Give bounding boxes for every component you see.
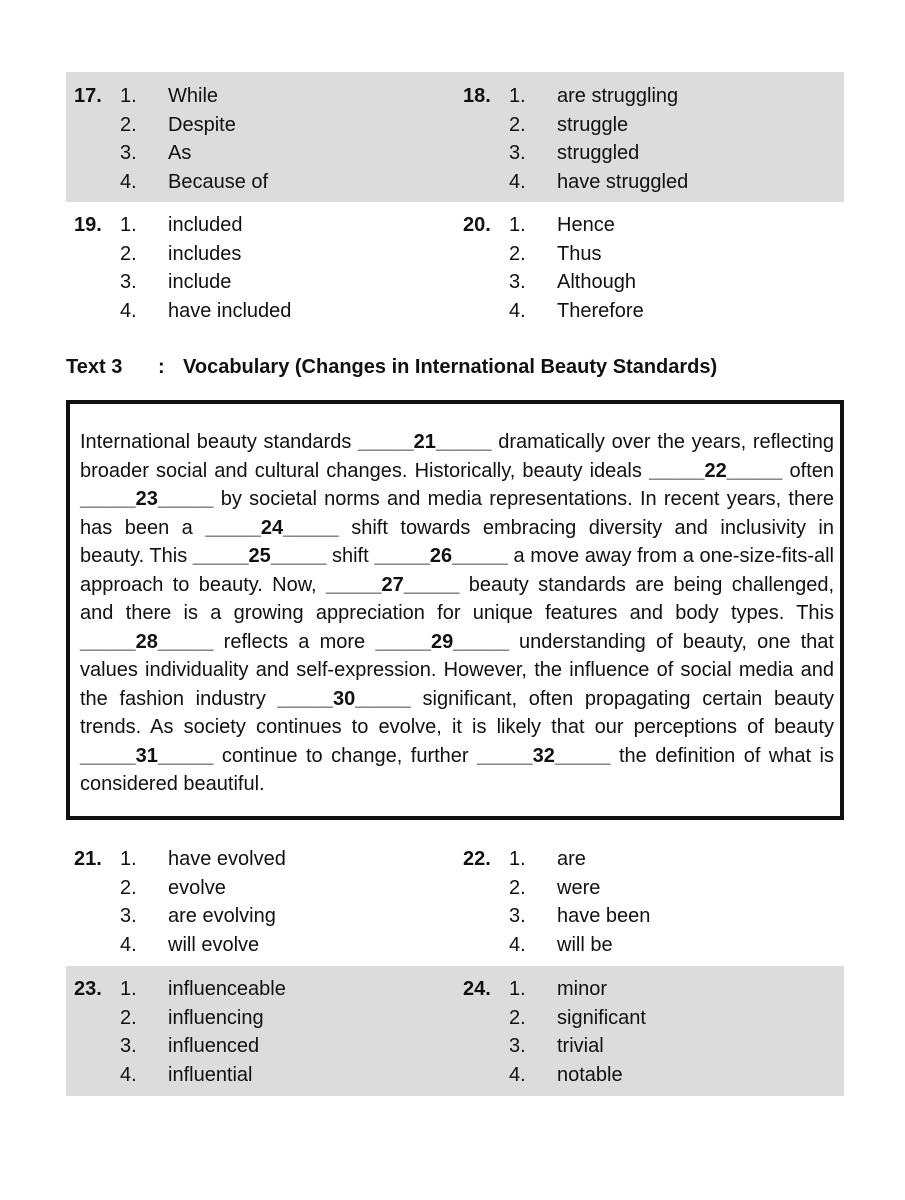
passage-blank: _____29_____ [375, 630, 509, 653]
passage-blank: _____23_____ [80, 488, 214, 510]
answer-option[interactable]: 1. minor [509, 978, 608, 1000]
answer-option[interactable]: 1. are struggling [509, 85, 679, 107]
question-24 [455, 966, 844, 1096]
question-18 [455, 72, 844, 202]
answer-option[interactable]: 2. struggle [509, 113, 629, 136]
passage-blank: _____24_____ [205, 516, 339, 539]
passage-segment: by societal norms and media representations. In recent years, there has been a [80, 488, 834, 539]
question-21 [66, 836, 455, 966]
answer-option[interactable]: 1. are [509, 848, 586, 870]
answer-option[interactable]: 4. notable [509, 1063, 623, 1086]
passage-blank: _____27_____ [325, 573, 460, 596]
answer-option[interactable]: 3. struggled [509, 142, 640, 165]
answer-option[interactable]: 3. trivial [509, 1035, 604, 1058]
question-number: 22. [463, 848, 491, 870]
passage-blank: _____28_____ [80, 630, 214, 653]
answer-option[interactable]: 3. have been [509, 905, 651, 928]
answer-option[interactable]: 2. evolve [120, 876, 226, 899]
answer-option[interactable]: 2. influencing [120, 1006, 264, 1029]
question-19 [66, 202, 455, 332]
question-number: 21. [74, 848, 102, 870]
section-label: Text 3 [66, 356, 123, 378]
passage-segment: often [782, 459, 835, 482]
answer-option[interactable]: 1. have evolved [120, 848, 286, 870]
section-colon: : [158, 356, 165, 378]
passage-segment: continue to change, further [213, 744, 478, 767]
passage-segment: reflects a more [213, 630, 376, 653]
answer-option[interactable]: 3. are evolving [120, 905, 276, 928]
question-row-17-18 [66, 72, 844, 202]
passage-segment: beauty standards are being challenged, and there is a growing appreciation for unique features and body types. This [80, 573, 835, 624]
answer-option[interactable]: 2. Despite [120, 113, 236, 136]
question-number: 19. [74, 214, 102, 236]
answer-option[interactable]: 4. will evolve [120, 933, 260, 956]
passage-blank: _____30_____ [277, 687, 411, 710]
question-row-21-22 [66, 836, 844, 966]
passage-segment: dramatically over the years, reflecting broader social and cultural changes. Historically, beauty ideals [80, 431, 834, 482]
question-number: 20. [463, 214, 491, 236]
answer-option[interactable]: 4. influential [120, 1063, 253, 1086]
answer-option[interactable]: 1. influenceable [120, 978, 286, 1000]
answer-option[interactable]: 4. have struggled [509, 170, 689, 193]
question-number: 23. [74, 978, 102, 1000]
passage-blank: _____32_____ [477, 744, 611, 767]
answer-option[interactable]: 1. Hence [509, 214, 615, 236]
answer-option[interactable]: 2. were [509, 876, 601, 899]
passage-blank: _____22_____ [648, 459, 783, 482]
question-row-23-24 [66, 966, 844, 1096]
answer-option[interactable]: 4. Because of [120, 170, 269, 193]
passage-blank: _____25_____ [192, 545, 327, 567]
question-number: 18. [463, 85, 491, 107]
answer-option[interactable]: 3. include [120, 271, 232, 294]
answer-option[interactable]: 3. influenced [120, 1035, 260, 1058]
passage-blank: _____21_____ [358, 431, 492, 453]
answer-option[interactable]: 1. While [120, 85, 219, 107]
section-heading [66, 352, 717, 382]
passage-segment: the definition of what is considered beautiful. [80, 744, 834, 795]
answer-option[interactable]: 2. significant [509, 1006, 646, 1029]
question-20 [455, 202, 844, 332]
answer-option[interactable]: 3. As [120, 142, 192, 165]
question-row-19-20 [66, 202, 844, 332]
section-title: Vocabulary (Changes in International Beauty Standards) [183, 356, 718, 378]
question-number: 24. [463, 978, 491, 1000]
passage-segment: a move away from a one-size-fits-all approach to beauty. Now, [80, 545, 835, 596]
passage-segment: understanding of beauty, one that values individuality and self-expression. However, the influence of social media and the fashion industry [80, 630, 834, 710]
answer-option[interactable]: 3. Although [509, 271, 636, 294]
passage-text [80, 428, 834, 799]
passage-segment: significant, often propagating certain beauty trends. As society continues to evolve, it is likely that our perceptions of beauty [80, 687, 834, 738]
question-23 [66, 966, 455, 1096]
passage-segment: shift towards embracing diversity and inclusivity in beauty. This [80, 516, 834, 567]
passage-blank: _____31_____ [80, 744, 214, 767]
answer-option[interactable]: 2. includes [120, 242, 242, 265]
answer-option[interactable]: 1. included [120, 214, 243, 236]
question-22 [455, 836, 844, 966]
passage-box [66, 400, 844, 820]
answer-option[interactable]: 4. Therefore [509, 299, 644, 322]
question-number: 17. [74, 85, 102, 107]
passage-segment: International beauty standards [80, 431, 359, 453]
answer-option[interactable]: 4. have included [120, 299, 292, 322]
passage-segment: shift [326, 545, 375, 567]
question-17 [66, 72, 455, 202]
answer-option[interactable]: 2. Thus [509, 242, 602, 265]
answer-option[interactable]: 4. will be [509, 933, 613, 956]
passage-blank: _____26_____ [374, 545, 508, 567]
